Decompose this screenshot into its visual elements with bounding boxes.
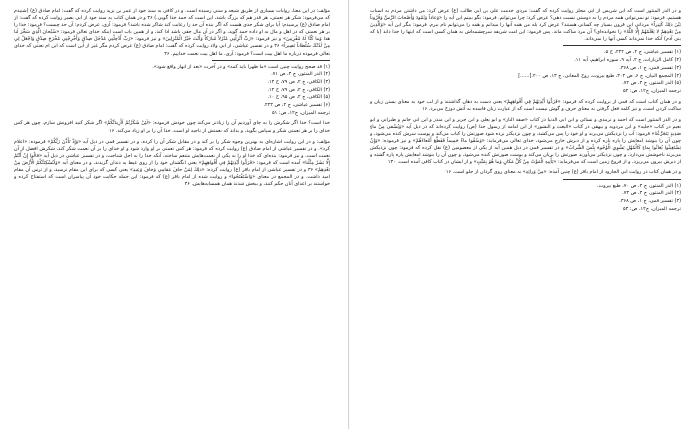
right-footnote: (۳) تفسیر قمی، ج ۱، ص ۳۶۸. (619, 197, 681, 204)
left-page-content (14, 8, 330, 421)
left-footnote: (۳) الکافی، ج ۲، ص ۷۹، ح ۱۴. (267, 79, 330, 86)
right-footnote: (۲) کامل الزیارات، ج ۲، آیه ۹، سوره ابراهیم، آیه ۱۱. (574, 57, 681, 64)
right-footnote: (۵) الدر المنثور، ج ۴، ص ۷۲. (622, 80, 681, 87)
left-page-number: ترجمه المیزان، ج۱۲، ص: ۵۱ (272, 109, 330, 116)
left-footnote: (۴) الکافی، ج ۲، ص ۷۹، ح ۱۲. (267, 86, 330, 93)
right-footnote: (۱) تفسیر عیاشی، ج ۲، ص ۲۲۲، ح ۵. (603, 49, 681, 56)
right-page-number-2: ترجمه المیزان، ج۱۲، ص: ۵۳ (623, 205, 681, 212)
left-footnote: (۵) الکافی، ج ۲، ص ۹۵، ح ۱۰. (267, 94, 330, 101)
right-page-number: ترجمه المیزان، ج۱۲، ص: ۵۲ (623, 87, 681, 94)
right-body-bottom: و در الدر المنثور است که احمد و ترمذی و نسائی و ابن ابی الدنیا در کتاب «صفة النار» و ابو یعلی و ابن جریر و ابن منذر و ابن ابی حاتم و طبرانی و ابو نعیم در کتاب «حلیه» و ابن مردویه و بیهقی در کتاب «البعث و النشور» از ابن امامه از رسول خدا (ص) روایت کرده‌اند که در ذیل آیه «وَيُسْقى مِنْ ماءٍ صَدِيدٍ يَتَجَرَّعُهُ» فرمود: آب را نزدیکش می‌برند و او خود را پس می‌کشد، و چون نزدیکتر برده شود صورتش را کباب می‌کند و پوست سرش کنده می‌شود، و چون آن را بنوشد امعایش را پاره پاره کرده و از دبرش خارج می‌شود، خدای تعالی می‌فرماید: «وَسُقُوا ماءً حَمِيماً فَقَطَّعَ أَمْعاءَهُمْ» و نیز فرموده: «وَإِنْ يَسْتَغِيثُوا يُغاثُوا بِماءٍ كَالْمُهْلِ يَشْوِي الْوُجُوهَ بِئْسَ الشَّرابُ» و در تفسیر قمی در ذیل همین آیه از یکی از معصومین (ع) نقل کرده که فرمود: چون نزدیکش می‌برند ناخوشش می‌دارد، و چون نزدیکتر می‌آورند صورتش را بریان می‌کند و پوست صورتش کنده می‌شود، و چون آن را بنوشد امعایش پاره پاره گشته و از دبرش بیرون می‌ریزد، و از فروع زمین است که می‌فرماید: «يَأْتِيهِ الْمَوْتُ مِنْ كُلِّ مَكانٍ وَما هُوَ بِمَيِّتٍ» و از ایشان در کتاب کافی آمده است. ۱۳۰ (370, 116, 681, 166)
right-body-top: و در الدر المنثور است که ابن شریس از ابی مجلز روایت کرده که گفت: مردی خدمت علی بن ابی طالب (ع) عرض کرد: من داشتن مردم به اسباب هستیم، فرمود: تو نمی‌توانی همه مردم را به دوستی نسبت دهی؟ عرض کرد: چرا می‌توانم. فرمود: بگو ببینم این آیه را «وَعاداً وَثَمُودَ وَأَصْحابَ الرَّسِّ وَقُرُوناً بَيْنَ ذلِكَ كَثِيراً» مردانی این قرون بسیار چه کسانی هستند؟ عرض کرد بله من همه آنها را میدانم و همه را می‌توانم نام ببرم. فرمود: مگر این آیه «وَالَّذِينَ مِنْ بَعْدِهِمْ لا يَعْلَمُهُمْ إِلَّا اللَّهُ» را نخوانده‌ای؟ آن مرد ساکت ماند. پس فرمود: این امت شریفه سرچشمه‌اش به همان کسی است که اینها را خدا داند (یا که بنی آدم) آنکه خدا نمی‌داند کسی آنها را نمی‌داند. (370, 8, 681, 43)
right-page-content (370, 8, 681, 421)
right-footnote: (۳) تفسیر قمی، ج ۱، ص ۳۶۸. (619, 64, 681, 71)
left-footnote: (۶) تفسیر عیاشی، ج ۲، ص ۲۲۳. (263, 102, 330, 109)
left-body-top: مؤلف: در این معنا، روایات بسیاری از طریق شیعه و سنی رسیده است. و در کافی به سند خود از عمر بن یزید روایت کرده که گفت: امام صادق (ع) (شنیدم که می‌فرمود: شکر هر نعمتی، هر قدر هم که بزرگ باشد، این است که حمد خدا گویی.) ۳۶ و در همان کتاب به سند خود از ابی بصیر روایت کرده که گفت: از امام صادق (ع) پرسیدم: آیا برای شکر حدی هست که اگر بنده آن حد را رعایت کند شاکر شده باشد؟ فرمود: آری، عرض کردم: آن حد چیست؟ فرمود: خدا را بر هر نعمتی که در اهل و مال به او داده حمد گوید، و اگر در آن مال حقی باشد ادا کند، و از همین باب است اینکه خدای تعالی فرمود: «سُبْحانَ الَّذِي سَخَّرَ لَنا هذا وَما كُنَّا لَهُ مُقْرِنِينَ» و نیز فرمود: «رَبِّ أَنْزِلْنِي مُنْزَلاً مُبارَكاً وَأَنْتَ خَيْرُ الْمُنْزِلِينَ» و نیز فرمود: «رَبِّ أَدْخِلْنِي مُدْخَلَ صِدْقٍ وَأَخْرِجْنِي مُخْرَجَ صِدْقٍ وَاجْعَلْ لِي مِنْ لَدُنْكَ سُلْطاناً نَصِيراً» ۳۶ و در تفسیر عیاشی، از ابی ولاد روایت کرده که گفت: امام صادق (ع) عرض کردم مگر غیر از این است که ابن ام تعنتی که خدای تعالی فرموده درباره ما اهل بیت است؟ فرمود: آری، ما اهل بیت نعمت خداییم. ۳۶ (14, 8, 330, 57)
left-footnote: (۱) قد صحح روایت چنین است «ما ظهرا باید کمه» و در آخرت «بعد از انهار واقع شود». (152, 63, 330, 70)
right-footnote-rule-2 (563, 179, 681, 180)
left-footnote-rule (212, 60, 330, 61)
right-body-middle: و در همان کتاب است که قمی از بروایت کرده که فرمود: «فَرَدُّوا أَيْدِيَهُمْ فِي أَفْواهِهِمْ» یعنی دست به دهان گذاشتند و از لب خود به معنای بستن زبان و ساکت کردن است، و نیز کلمه فعل گرفتن به معنای حرف و گوش نیست است که از عبارت زبان فاسده به آتش دوزخ می‌برد. ۱۶ (370, 98, 681, 112)
left-body-bottom: مؤلف: و در این روایت اشاره‌ای به بهترین وجوه شکر را بر کند و در مقابل شکر آن را کرده، و در تفسیر قمی در ذیل آیه «وَإِذْ تَأَذَّنَ رَبُّكُمْ» فرموده: «اعلام کرد». و در تفسیر عیاشی از امام صادق (ع) روایت کرده که فرمود: هر کس نعمتی بر او وارد شود و او خدای را بر آن نعمت شکر کند، شکرش افضل از آن نعمت است، و نیز فرمود: بنده‌ای که خدا او را به یکی از نعمت‌هایش متنعم ساخته، آنکه خدا را به اجل شناخت، و در تفسیر عیاشی در ذیل آیه «قالُوا إِنْ أَنْتُمْ إِلَّا بَشَرٌ مِثْلُنا» آمده است که فرمود: «فَرَدُّوا أَيْدِيَهُمْ فِي أَفْواهِهِمْ» یعنی انگشتان خود را از روی غیظ به دندان گزیدند، و در معنای آیه «وَلَنُسْكِنَنَّكُمُ الْأَرْضَ مِنْ بَعْدِهِمْ» ۳۶ و در تفسیر عیاشی از امام باقر (ع) روایت کرده: «ذلِكَ لِمَنْ خافَ مَقامِي وَخافَ وَعِيدِ» یعنی کسی که برای این مقام ترسید، و از ترس آن مقام امید داشت. و در المجمع در معنای «وَاسْتَفْتَحُوا» و روایت شده از امام باقر (ع) که فرمود: این جمله حکایت خود آن پیامبران است که استفتاح کرده و خواستند بر اعدای آنان حکم کنند، و ببخش شدند همان همسایه‌هایش. ۳۶ (14, 138, 330, 188)
left-page (0, 0, 349, 429)
right-footnote: (۱) الدر المنثور، ج ۴، ص ۷۰، طبع بیروت. (597, 182, 681, 189)
right-footnote: (۲) الدر المنثور، ج ۴، ص ۷۳. (622, 190, 681, 197)
left-body-middle: خدا است؟ خدا اگر شکرش را به جای آوردیم آن را زیادتر می‌کند چون خودش فرموده: «لَئِنْ شَكَرْتُمْ لَأَزِيدَنَّكُمْ» اگر شکر کنید افزونش سازم. چون هر کس خدای را بر هر نعمتی شکر و سپاس بگوید، و بداند که نعمتش از ناحیه او است، خدا آن را بر او زیاد می‌کند. ۱۶ (14, 120, 330, 134)
left-footnote: (۲) الدر المنثور، ج ۴، ص ۷۱. (271, 71, 330, 78)
right-footnote: (۴) المجمع البیان، ج ۶، ص ۳۰۴، طبع بیروت، روح المعانی، ج ۱۳، ص ۲۰۰.[......] (518, 72, 681, 79)
right-page (350, 0, 699, 429)
right-body-end: و در همان کتاب در روایت ابی الجارود از امام باقر (ع) چنین آمده: «مِنْ وَرائِهِ» به معنای روی گردان از جلو است. ۱۶ (445, 169, 681, 176)
right-footnote-rule (563, 45, 681, 46)
